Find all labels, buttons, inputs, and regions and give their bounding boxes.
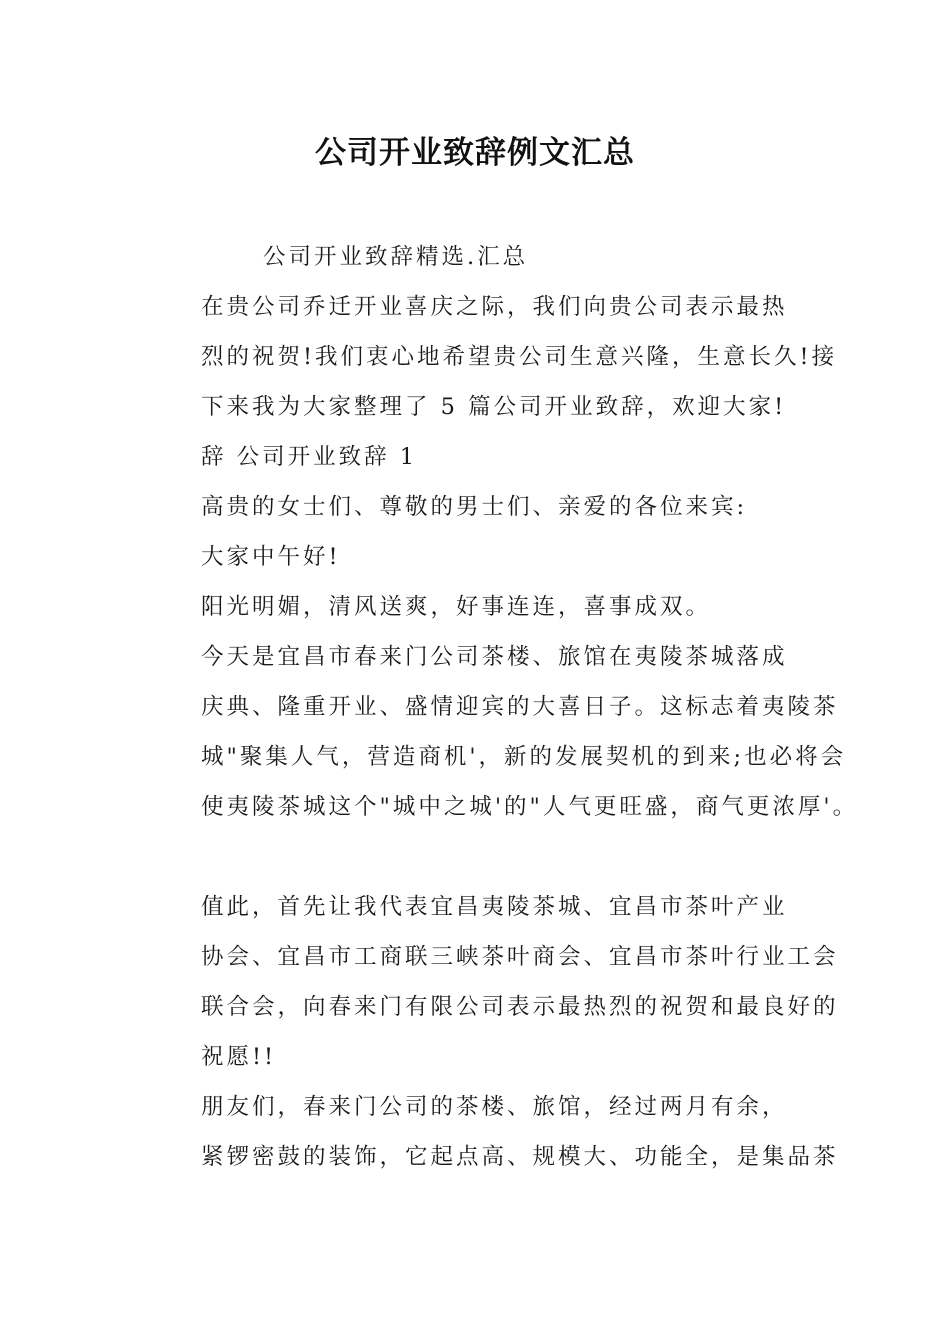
intro-paragraph bbox=[145, 282, 817, 332]
text-line: 在贵公司乔迁开业喜庆之际，我们向贵公司表示最热 bbox=[201, 294, 788, 320]
intro-paragraph-cont bbox=[145, 332, 838, 432]
on-behalf-paragraph-cont bbox=[145, 932, 839, 1082]
text-line: 下来我为大家整理了 5 篇公司开业致辞，欢迎大家! bbox=[201, 394, 787, 420]
text-line: 今天是宜昌市春来门公司茶楼、旅馆在夷陵茶城落成 bbox=[201, 644, 788, 670]
text-line: 朋友们，春来门公司的茶楼、旅馆，经过两月有余， bbox=[201, 1094, 788, 1120]
blank-line bbox=[145, 832, 817, 882]
text-line: 协会、宜昌市工商联三峡茶叶商会、宜昌市茶叶行业工会 bbox=[201, 944, 839, 970]
document-body bbox=[145, 232, 859, 1182]
text-line: 紧锣密鼓的装饰，它起点高、规模大、功能全，是集品茶 bbox=[201, 1144, 839, 1170]
text-line: 烈的祝贺!我们衷心地希望贵公司生意兴隆，生意长久!接 bbox=[201, 344, 838, 370]
text-line: 值此，首先让我代表宜昌夷陵茶城、宜昌市茶叶产业 bbox=[201, 894, 788, 920]
text-line: 城"聚集人气，营造商机'，新的发展契机的到来;也必将会 bbox=[201, 744, 847, 770]
text-line: 公司开业致辞精选.汇总 bbox=[263, 244, 529, 270]
friends-paragraph-cont bbox=[145, 1132, 839, 1182]
today-paragraph-cont bbox=[145, 682, 859, 832]
page-title: 公司开业致辞例文汇总 bbox=[315, 135, 635, 171]
friends-paragraph bbox=[145, 1082, 817, 1132]
greeting-paragraph bbox=[145, 482, 817, 532]
text-line: 大家中午好! bbox=[201, 544, 341, 570]
section-heading bbox=[145, 432, 817, 482]
good-noon-paragraph bbox=[145, 532, 817, 582]
text-line: 联合会，向春来门有限公司表示最热烈的祝贺和最良好的 bbox=[201, 994, 839, 1020]
text-line: 辞 公司开业致辞 1 bbox=[201, 444, 418, 470]
subtitle-paragraph bbox=[145, 232, 817, 282]
text-line: 阳光明媚，清风送爽，好事连连，喜事成双。 bbox=[201, 594, 712, 620]
text-line: 祝愿!! bbox=[201, 1044, 277, 1070]
on-behalf-paragraph bbox=[145, 882, 817, 932]
text-line: 庆典、隆重开业、盛情迎宾的大喜日子。这标志着夷陵茶 bbox=[201, 694, 839, 720]
text-line: 使夷陵茶城这个"城中之城'的"人气更旺盛，商气更浓厚'。 bbox=[201, 794, 859, 820]
weather-paragraph bbox=[145, 582, 817, 632]
text-line: 高贵的女士们、尊敬的男士们、亲爱的各位来宾: bbox=[201, 494, 748, 520]
today-paragraph bbox=[145, 632, 817, 682]
